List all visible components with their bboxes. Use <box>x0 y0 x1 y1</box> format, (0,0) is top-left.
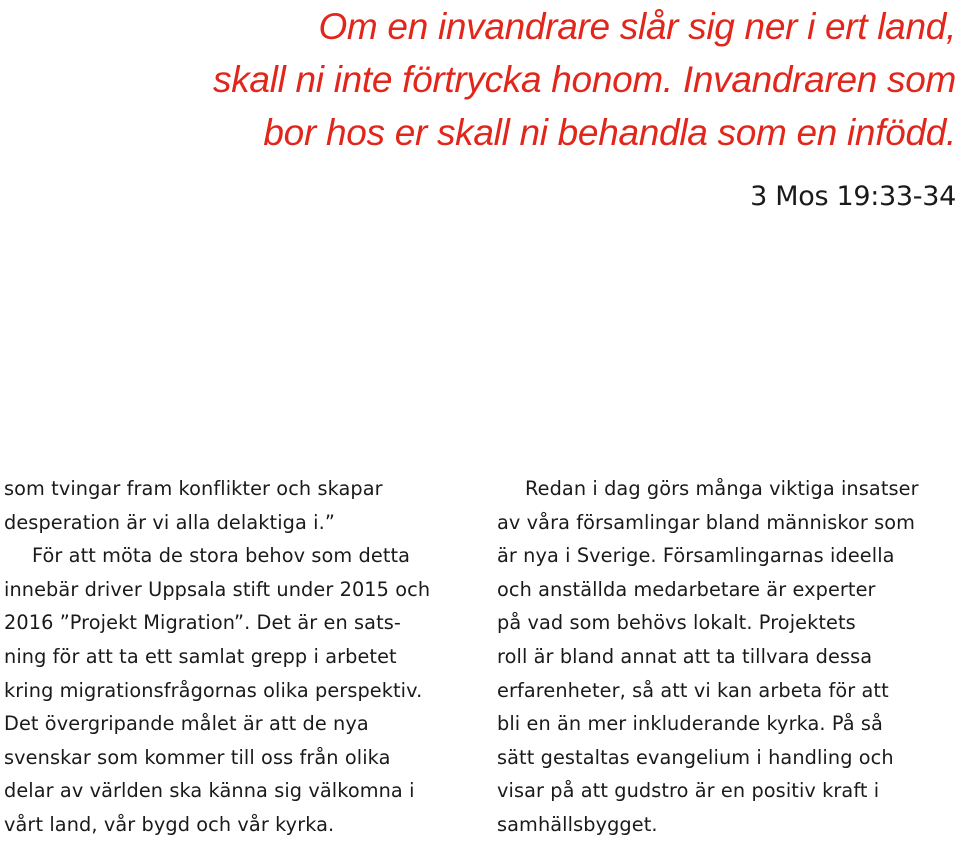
text-line: roll är bland annat att ta tillvara dessa <box>497 644 873 668</box>
quote-line: Om en invandrare slår sig ner i ert land, <box>318 6 956 47</box>
text-line: innebär driver Uppsala stift under 2015 och <box>4 577 431 601</box>
bible-quote <box>176 0 956 159</box>
text-line: Redan i dag görs många viktiga insatser <box>525 477 919 500</box>
text-line: är nya i Sverige. Församlingarnas ideella <box>497 544 895 568</box>
body-column-right <box>497 472 957 842</box>
text-line: av våra församlingar bland människor som <box>497 510 916 534</box>
text-line: erfarenheter, så att vi kan arbeta för att <box>497 678 889 702</box>
text-line: som tvingar fram konflikter och skapar <box>4 477 383 500</box>
text-line: kring migrationsfrågornas olika perspektiv. <box>4 678 423 702</box>
quote-line: bor hos er skall ni behandla som en infödd. <box>263 112 956 153</box>
text-line: visar på att gudstro är en positiv kraft i <box>497 779 880 803</box>
text-line: delar av världen ska känna sig välkomna i <box>4 779 415 803</box>
text-line: 2016 ”Projekt Migration”. Det är en sats- <box>4 611 401 635</box>
quote-line: skall ni inte förtrycka honom. Invandraren som <box>213 59 956 100</box>
text-line: vårt land, vår bygd och vår kyrka. <box>4 812 335 836</box>
text-line: desperation är vi alla delaktiga i.” <box>4 510 335 534</box>
text-line: samhällsbygget. <box>497 812 658 836</box>
text-line: För att möta de stora behov som detta <box>32 544 411 568</box>
quote-reference: 3 Mos 19:33-34 <box>750 181 956 212</box>
text-line: bli en än mer inkluderande kyrka. På så <box>497 712 883 736</box>
text-line: på vad som behövs lokalt. Projektets <box>497 611 856 635</box>
text-line: och anställda medarbetare är experter <box>497 577 876 601</box>
text-line: sätt gestaltas evangelium i handling och <box>497 745 894 769</box>
body-column-left <box>4 472 474 842</box>
text-line: svenskar som kommer till oss från olika <box>4 745 391 769</box>
text-line: Det övergripande målet är att de nya <box>4 712 369 736</box>
text-line: ning för att ta ett samlat grepp i arbetet <box>4 644 397 668</box>
